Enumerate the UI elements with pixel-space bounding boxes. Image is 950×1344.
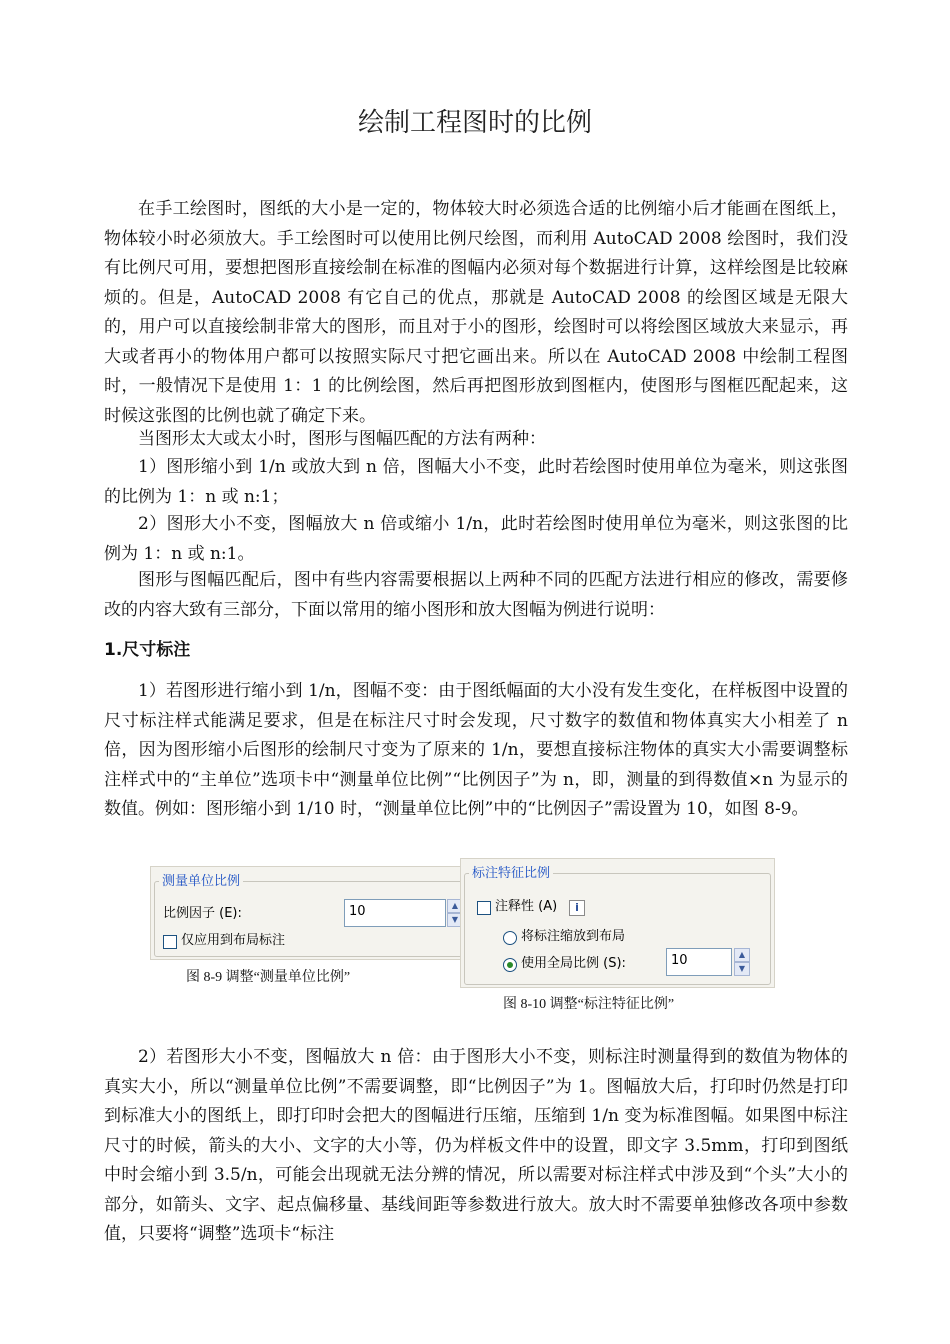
scale-factor-input[interactable]: 10 <box>344 899 446 927</box>
figure-8-9-dialog <box>150 866 472 960</box>
scale-factor-label: 比例因子 (E): <box>163 906 242 921</box>
global-scale-spin-down-icon[interactable]: ▼ <box>734 962 750 976</box>
paragraph-enlarge-case: 2）若图形大小不变，图幅放大 n 倍：由于图形大小不变，则标注时测量得到的数值为物体的真实大小，所以“测量单位比例”不需要调整，即“比例因子”为 1。图幅放大后，打印时仍然是打印到标准大小的图纸上，即打印时会把大的图幅进行压缩，压缩到 1/n 变为标准图幅。如果图中标注尺寸的时候，箭头的大小、文字的大小等，仍为样板文件中的设置，即文字 3.5mm，打印到图纸中时会缩小到 3.5/n，可能会出现就无法分辨的情况，所以需要对标注样式中涉及到“个头”大小的部分，如箭头、文字、起点偏移量、基线间距等参数进行放大。放大时不需要单独修改各项中参数值，只要将“调整”选项卡“标注 <box>104 1047 848 1244</box>
figure-8-10-dialog <box>460 858 775 988</box>
paragraph-methods: 当图形太大或太小时，图形与图幅匹配的方法有两种： <box>138 429 546 449</box>
page-title: 绘制工程图时的比例 <box>357 108 592 138</box>
info-icon[interactable]: i <box>569 900 585 916</box>
figure-8-10-caption: 图 8-10 调整“标注特征比例” <box>503 997 675 1012</box>
paragraph-method-2: 2）图形大小不变，图幅放大 n 倍或缩小 1/n，此时若绘图时使用单位为毫米，则这张图的比例为 1：n 或 n:1。 <box>104 514 848 564</box>
global-scale-spin-up-icon[interactable]: ▲ <box>734 948 750 962</box>
scale-to-layout-label: 将标注缩放到布局 <box>521 929 626 944</box>
section-heading-dimension: 1.尺寸标注 <box>104 640 191 660</box>
paragraph-shrink-case: 1）若图形进行缩小到 1/n，图幅不变：由于图纸幅面的大小没有发生变化，在样板图中设置的尺寸标注样式能满足要求，但是在标注尺寸时会发现，尺寸数字的数值和物体真实大小相差了 n 倍，因为图形缩小后图形的绘制尺寸变为了原来的 1/n，要想直接标注物体的真实大小需要调整标注样式中的“主单位”选项卡中“测量单位比例”“比例因子”为 n，即，测量的到得数值×n 为显示的数值。例如：图形缩小到 1/10 时，“测量单位比例”中的“比例因子”需设置为 10，如图 8-9。 <box>104 681 848 819</box>
paragraph-modifications: 图形与图幅匹配后，图中有些内容需要根据以上两种不同的匹配方法进行相应的修改，需要修改的内容大致有三部分，下面以常用的缩小图形和放大图幅为例进行说明： <box>104 570 848 620</box>
layout-only-label: 仅应用到布局标注 <box>181 933 286 948</box>
paragraph-intro: 在手工绘图时，图纸的大小是一定的，物体较大时必须选合适的比例缩小后才能画在图纸上，物体较小时必须放大。手工绘图时可以使用比例尺绘图，而利用 AutoCAD 2008 绘图时，我们没有比例尺可用，要想把图形直接绘制在标准的图幅内必须对每个数据进行计算，这样绘图是比较麻烦的。但是，AutoCAD 2008 有它自己的优点，那就是 AutoCAD 2008 的绘图区域是无限大的，用户可以直接绘制非常大的图形，而且对于小的图形，绘图时可以将绘图区域放大来显示，再大或者再小的物体用户都可以按照实际尺寸把它画出来。所以在 AutoCAD 2008 中绘制工程图时，一般情况下是使用 1：1 的比例绘图，然后再把图形放到图框内，使图形与图框匹配起来，这时候这张图的比例也就了确定下来。 <box>104 199 848 426</box>
annotative-label: 注释性 (A) <box>495 899 558 914</box>
measure-scale-group-title: 测量单位比例 <box>159 874 243 890</box>
paragraph-method-1: 1）图形缩小到 1/n 或放大到 n 倍，图幅大小不变，此时若绘图时使用单位为毫米，则这张图的比例为 1：n 或 n:1； <box>104 457 848 507</box>
global-scale-radio[interactable] <box>503 958 517 972</box>
global-scale-label: 使用全局比例 (S): <box>521 956 626 971</box>
annotative-checkbox[interactable] <box>477 901 491 915</box>
figure-8-9-caption: 图 8-9 调整“测量单位比例” <box>186 970 351 985</box>
layout-only-checkbox[interactable] <box>163 935 177 949</box>
scale-factor-spin-down-icon[interactable]: ▼ <box>447 913 463 927</box>
feature-scale-group-title: 标注特征比例 <box>469 866 553 882</box>
scale-to-layout-radio[interactable] <box>503 931 517 945</box>
scale-factor-spin-up-icon[interactable]: ▲ <box>447 899 463 913</box>
global-scale-input[interactable]: 10 <box>666 948 732 976</box>
